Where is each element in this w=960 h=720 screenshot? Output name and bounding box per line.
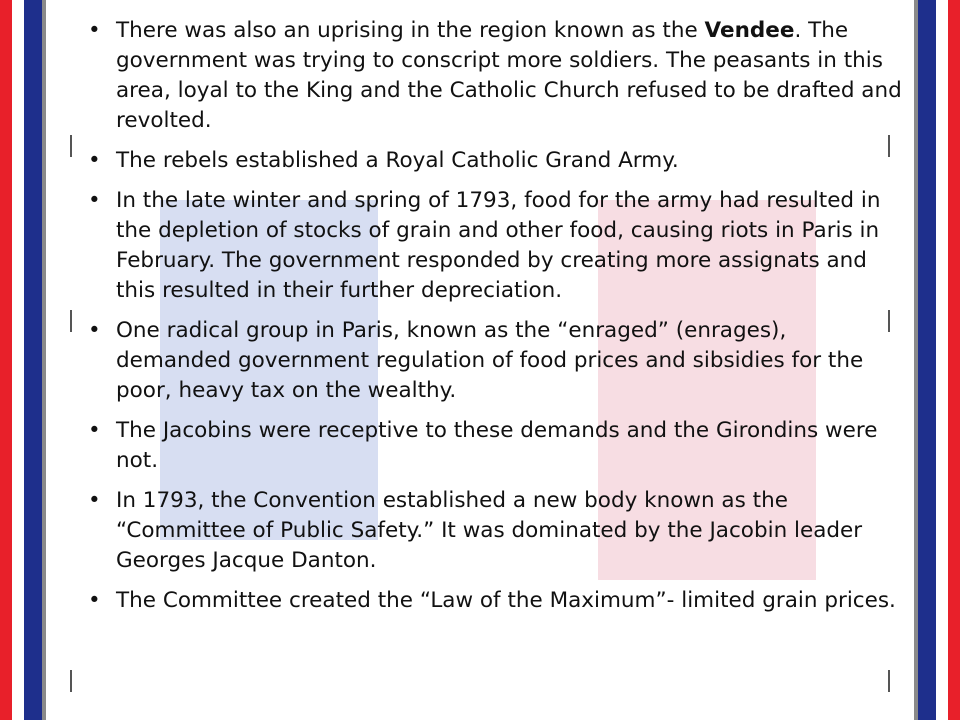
slide-body [84, 16, 904, 626]
border-tick [70, 135, 72, 157]
vendee-bold: Vendee [704, 18, 795, 43]
bullet-text: The rebels established a Royal Catholic Grand Army. [116, 148, 679, 173]
bullet-marker: • [88, 18, 101, 43]
bullet-item [84, 486, 904, 576]
bullet-text: In 1793, the Convention established a new body known as the “Committee of Public Safety.” It was dominated by the Jacobin leader Georges Jacque Danton. [116, 488, 863, 573]
border-tick [70, 310, 72, 332]
bullet-text: The Committee created the “Law of the Maximum”- limited grain prices. [116, 588, 896, 613]
bullet-marker: • [88, 148, 101, 173]
bullet-item [84, 586, 904, 616]
bullet-text: There was also an uprising in the region known as the Vendee. The government was trying to conscript more soldiers. The peasants in this area, loyal to the King and the Catholic Church refused to be drafted and revolted. [116, 18, 902, 133]
bullet-list [84, 16, 904, 616]
bullet-text: One radical group in Paris, known as the “enraged” (enrages), demanded government regulation of food prices and sibsidies for the poor, heavy tax on the wealthy. [116, 318, 864, 403]
bullet-marker: • [88, 318, 101, 343]
bullet-marker: • [88, 188, 101, 213]
bullet-item [84, 186, 904, 306]
right-flag-border [904, 0, 960, 720]
bullet-item [84, 16, 904, 136]
bullet-item [84, 316, 904, 406]
border-tick [70, 670, 72, 692]
border-tick [888, 670, 890, 692]
bullet-marker: • [88, 588, 101, 613]
left-flag-border [0, 0, 56, 720]
bullet-marker: • [88, 488, 101, 513]
bullet-item [84, 146, 904, 176]
bullet-item [84, 416, 904, 476]
bullet-text: In the late winter and spring of 1793, food for the army had resulted in the depletion of stocks of grain and other food, causing riots in Paris in February. The government responded by creating more assignats and this resulted in their further depreciation. [116, 188, 881, 303]
bullet-marker: • [88, 418, 101, 443]
bullet-text: The Jacobins were receptive to these demands and the Girondins were not. [116, 418, 878, 473]
